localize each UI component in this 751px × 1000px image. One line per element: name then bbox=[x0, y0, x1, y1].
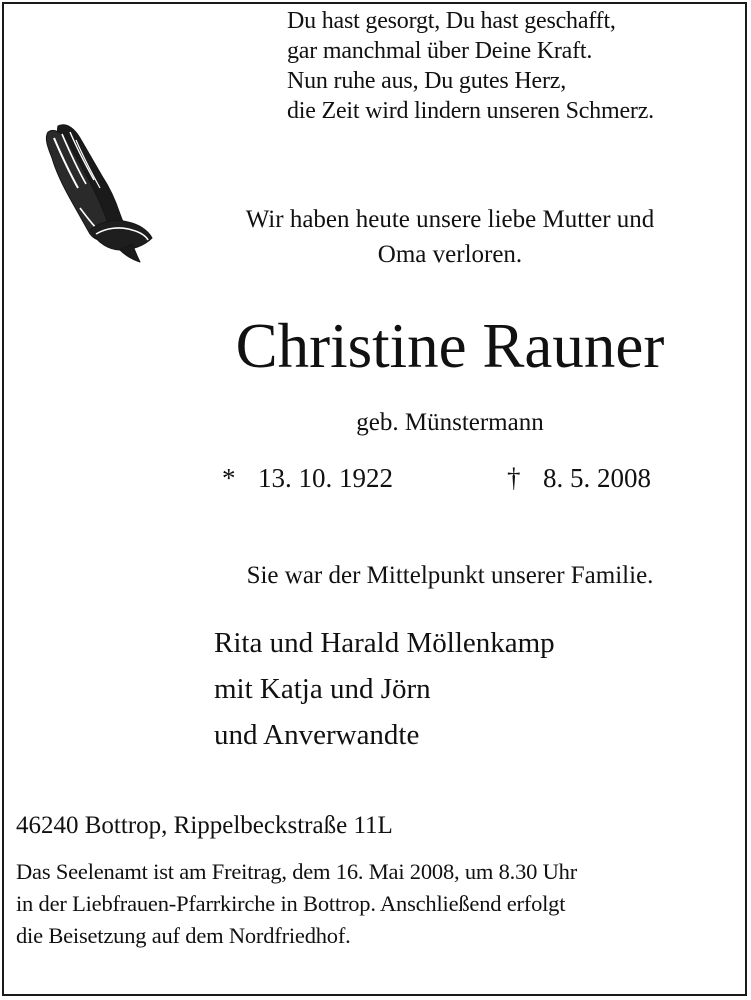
mourner-line: Rita und Harald Möllenkamp bbox=[214, 627, 555, 659]
death-cross-icon: † bbox=[507, 463, 521, 493]
death-date-line bbox=[507, 458, 651, 498]
mourner-line: mit Katja und Jörn bbox=[214, 673, 431, 705]
poem-line: die Zeit wird lindern unseren Schmerz. bbox=[287, 98, 654, 124]
poem-line: Nun ruhe aus, Du gutes Herz, bbox=[287, 68, 566, 94]
birth-date-line bbox=[222, 458, 393, 498]
service-line: in der Liebfrauen-Pfarrkirche in Bottrop. Anschließend erfolgt bbox=[16, 891, 566, 916]
death-date: 8. 5. 2008 bbox=[543, 463, 651, 493]
service-line: die Beisetzung auf dem Nordfriedhof. bbox=[16, 923, 351, 948]
address: 46240 Bottrop, Rippelbeckstraße 11L bbox=[16, 812, 393, 839]
mourners bbox=[214, 620, 555, 758]
announcement bbox=[150, 202, 750, 272]
praying-hands-icon bbox=[40, 118, 156, 264]
poem bbox=[287, 6, 654, 126]
announcement-line: Wir haben heute unsere liebe Mutter und bbox=[245, 206, 655, 233]
announcement-line: Oma verloren. bbox=[377, 241, 523, 268]
service-line: Das Seelenamt ist am Freitrag, dem 16. Mai 2008, um 8.30 Uhr bbox=[16, 859, 578, 884]
maiden-name: geb. Münstermann bbox=[356, 409, 544, 436]
tribute-text: Sie war der Mittelpunkt unserer Familie. bbox=[246, 562, 654, 589]
poem-line: Du hast gesorgt, Du hast geschafft, bbox=[287, 8, 616, 34]
birth-star-icon: * bbox=[222, 463, 236, 493]
service-info bbox=[16, 856, 577, 952]
deceased-name: Christine Rauner bbox=[235, 311, 665, 381]
mourner-line: und Anverwandte bbox=[214, 719, 420, 751]
poem-line: gar manchmal über Deine Kraft. bbox=[287, 38, 593, 64]
birth-date: 13. 10. 1922 bbox=[258, 463, 393, 493]
